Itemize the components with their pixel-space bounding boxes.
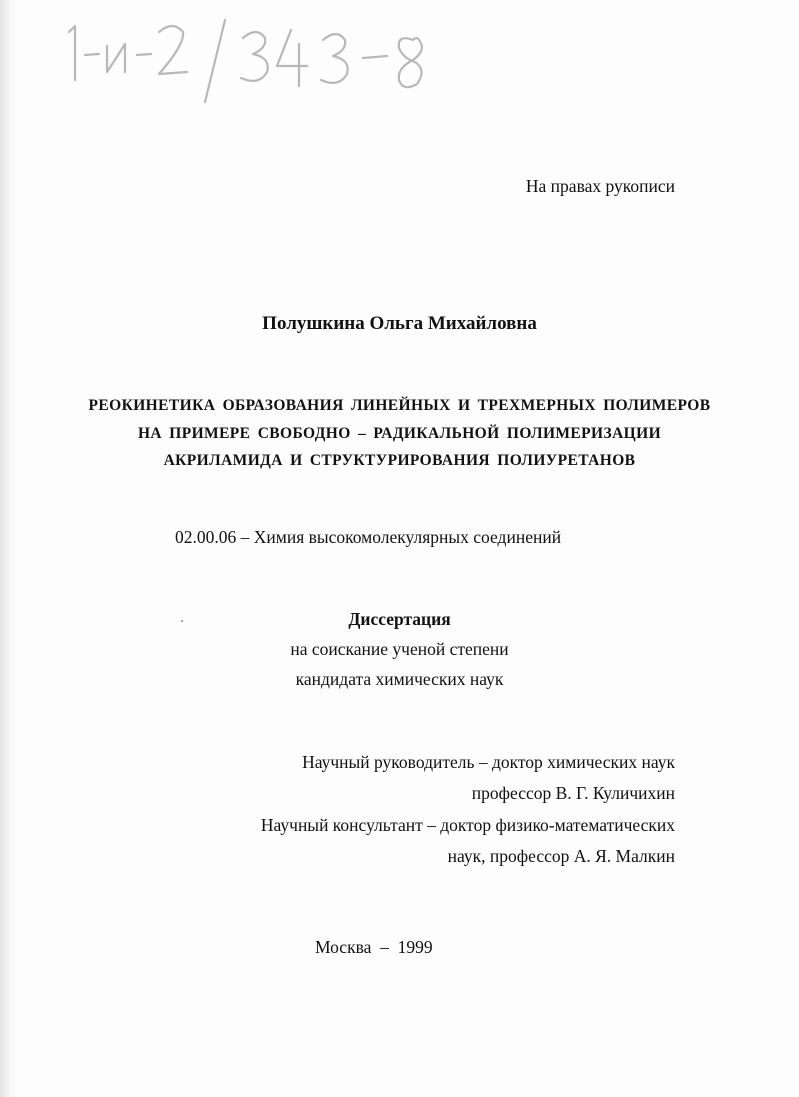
title-line-2: НА ПРИМЕРЕ СВОБОДНО – РАДИКАЛЬНОЙ ПОЛИМЕРИЗАЦИИ bbox=[137, 425, 662, 442]
author-name: Полушкина Ольга Михайловна bbox=[262, 313, 537, 334]
work-type-heading: Диссертация bbox=[348, 609, 451, 629]
rights-note: На правах рукописи bbox=[525, 176, 675, 196]
city-year: Москва – 1999 bbox=[315, 937, 433, 957]
title-line-3: АКРИЛАМИДА И СТРУКТУРИРОВАНИЯ ПОЛИУРЕТАНОВ bbox=[163, 452, 636, 469]
scan-edge-shadow bbox=[0, 0, 18, 1097]
handwritten-archive-number bbox=[55, 10, 435, 110]
title-line-1: РЕОКИНЕТИКА ОБРАЗОВАНИЯ ЛИНЕЙНЫХ И ТРЕХМЕРНЫХ ПОЛИМЕРОВ bbox=[88, 397, 711, 414]
consultant-line-2: наук, профессор А. Я. Малкин bbox=[447, 846, 675, 866]
supervisor-line-2: профессор В. Г. Куличихин bbox=[471, 783, 675, 803]
handwriting-mark bbox=[55, 10, 435, 110]
supervisor-line-1: Научный руководитель – доктор химических наук bbox=[302, 752, 675, 772]
consultant-line-1: Научный консультант – доктор физико-математических bbox=[260, 815, 675, 835]
specialty-code: 02.00.06 – Химия высокомолекулярных соединений bbox=[175, 527, 562, 547]
work-type-line-1: на соискание ученой степени bbox=[290, 639, 509, 659]
work-type-line-2: кандидата химических наук bbox=[295, 669, 504, 689]
